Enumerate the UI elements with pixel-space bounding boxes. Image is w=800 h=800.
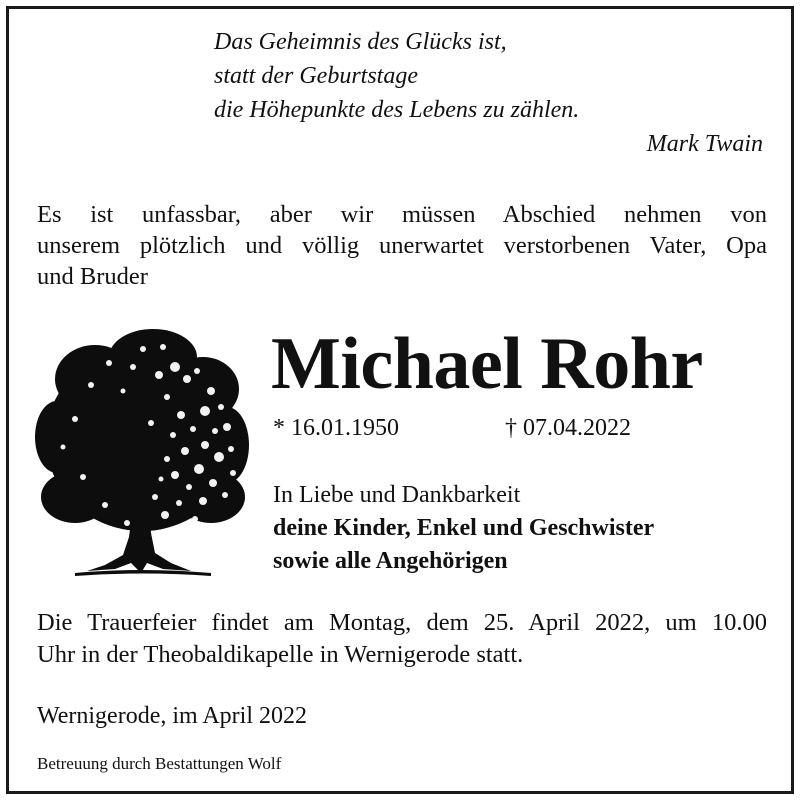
undertaker-credit: Betreuung durch Bestattungen Wolf — [37, 754, 282, 773]
mourners-block — [273, 479, 654, 578]
deceased-name: Michael Rohr — [271, 323, 703, 405]
epigraph-quote — [214, 25, 769, 161]
funeral-line-1: Die Trauerfeier findet am Montag, dem 25. April 2022, um 10.00 — [37, 609, 767, 636]
intro-text — [37, 199, 767, 292]
mourners-intro: In Liebe und Dankbarkeit — [273, 482, 521, 508]
quote-author: Mark Twain — [646, 131, 763, 157]
quote-line-3: die Höhepunkte des Lebens zu zählen. — [214, 97, 580, 123]
life-dates — [273, 413, 631, 443]
intro-line-2: unserem plötzlich und völlig unerwartet verstorbenen Vater, Opa — [37, 232, 767, 259]
death-date: † 07.04.2022 — [505, 415, 631, 441]
funeral-line-2: Uhr in der Theobaldikapelle in Wernigerode statt. — [37, 641, 524, 668]
quote-line-1: Das Geheimnis des Glücks ist, — [214, 29, 507, 55]
place-and-date: Wernigerode, im April 2022 — [37, 703, 308, 729]
obituary-notice — [6, 6, 794, 794]
intro-line-1: Es ist unfassbar, aber wir müssen Abschied nehmen von — [37, 201, 767, 228]
quote-line-2: statt der Geburtstage — [214, 63, 418, 89]
mourners-line-2: sowie alle Angehörigen — [273, 548, 508, 574]
funeral-info — [37, 607, 767, 671]
intro-line-3: und Bruder — [37, 263, 148, 290]
mourners-line-1: deine Kinder, Enkel und Geschwister — [273, 515, 655, 541]
birth-date: * 16.01.1950 — [273, 415, 399, 441]
tree-icon — [35, 327, 249, 579]
